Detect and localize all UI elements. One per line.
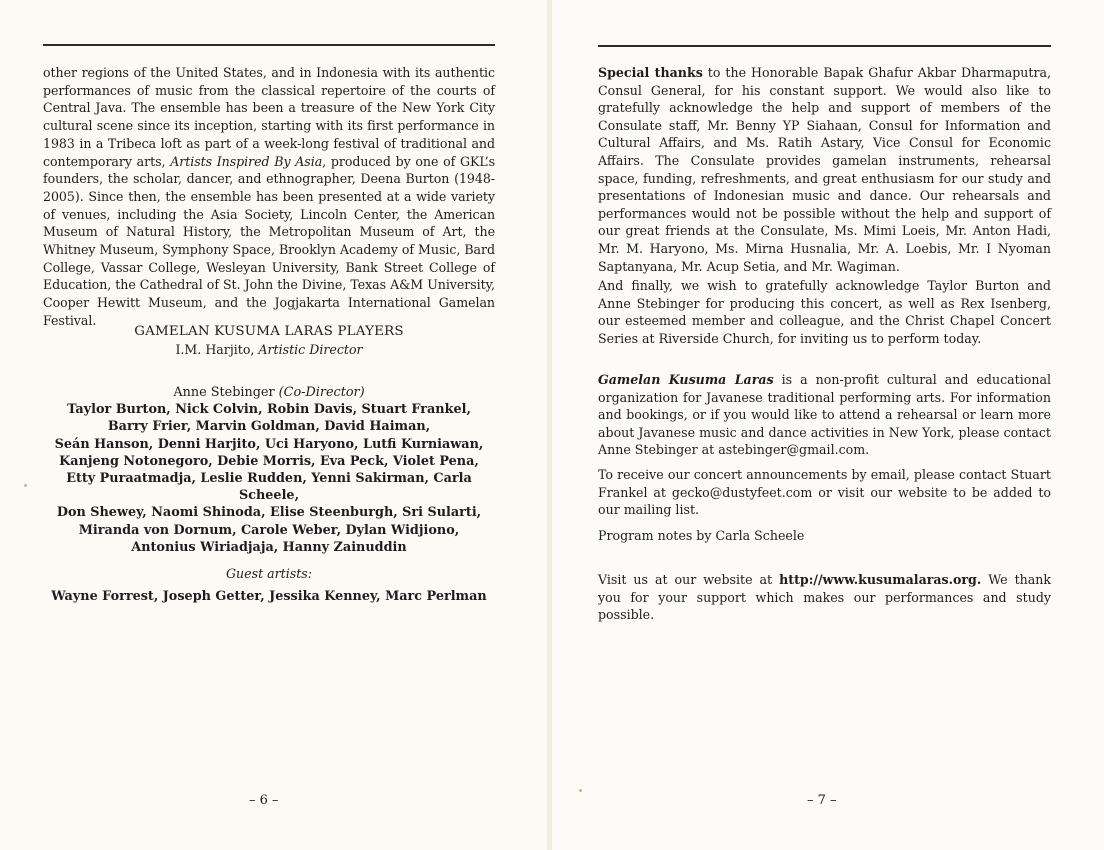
paper-speck: [579, 789, 582, 792]
artistic-director-line: [43, 342, 495, 357]
program-notes-credit: Program notes by Carla Scheele: [598, 528, 805, 543]
special-thanks-paragraph: [598, 64, 1051, 275]
roster-line: Etty Puraatmadja, Leslie Rudden, Yenni Sakirman, Carla Scheele,: [66, 471, 472, 504]
right-page: [552, 0, 1104, 850]
players-heading: GAMELAN KUSUMA LARAS PLAYERS: [134, 324, 404, 339]
players-roster: [43, 384, 495, 556]
top-rule: [43, 44, 495, 46]
roster-line: Kanjeng Notonegoro, Debie Morris, Eva Peck, Violet Pena,: [59, 453, 479, 469]
history-text-1: other regions of the United States, and in Indonesia with its authentic performances of music from the classical repertoire of the courts of Central Java. The ensemble has been a treasure of the New York City cultural scene since its inception, starting with its first performance in 1983 in a Tribeca loft as part of a week-long festival of traditional and contemporary arts,: [43, 65, 495, 169]
website-link[interactable]: http://www.kusumalaras.org.: [779, 572, 982, 587]
guest-artists-names: Wayne Forrest, Joseph Getter, Jessika Kenney, Marc Perlman: [51, 589, 487, 604]
acknowledgement-paragraph: And finally, we wish to gratefully acknowledge Taylor Burton and Anne Stebinger for producing this concert, as well as Rex Isenberg, our esteemed member and colleague, and the Christ Chapel Concert Series at Riverside Church, for inviting us to perform today.: [598, 278, 1051, 346]
festival-name: Artists Inspired By Asia: [170, 153, 323, 169]
left-page: [0, 0, 548, 850]
ensemble-history-paragraph: [43, 64, 495, 330]
codirector-name: Anne Stebinger: [173, 385, 279, 400]
director-role: Artistic Director: [258, 342, 363, 357]
top-rule: [598, 45, 1051, 47]
roster-line: Antonius Wiriadjaja, Hanny Zainuddin: [131, 539, 407, 555]
website-intro: Visit us at our website at: [598, 572, 780, 587]
organization-name: Gamelan Kusuma Laras: [598, 372, 774, 387]
page-number: – 7 –: [807, 793, 837, 808]
guest-artists-label: Guest artists:: [226, 566, 312, 581]
roster-line: Miranda von Dornum, Carole Weber, Dylan Widjiono,: [78, 522, 460, 538]
roster-line: Barry Frier, Marvin Goldman, David Haiman,: [107, 419, 431, 435]
history-text-2: , produced by one of GKL’s founders, the scholar, dancer, and ethnographer, Deena Burton (1948-2005). Since then, the ensemble has been presented at a wide variety of venues, including the Asia Society, Lincoln Center, the American Museum of Natural History, the Metropolitan Museum of Art, the Whitney Museum, Symphony Space, Brooklyn Academy of Music, Bard College, Vassar College, Wesleyan University, Bank Street College of Education, the Cathedral of St. John the Divine, Texas A&M University, Cooper Hewitt Museum, and the Jogjakarta International Gamelan Festival.: [43, 153, 496, 328]
roster-line: Seán Hanson, Denni Harjito, Uci Haryono, Lutfi Kurniawan,: [54, 436, 484, 452]
roster-line: Taylor Burton, Nick Colvin, Robin Davis, Stuart Frankel,: [67, 402, 471, 418]
organization-paragraph: [598, 371, 1051, 459]
website-paragraph: [598, 571, 1051, 624]
mailing-list-paragraph: To receive our concert announcements by email, please contact Stuart Frankel at gecko@dustyfeet.com or visit our website to be added to our mailing list.: [598, 467, 1051, 518]
paper-speck: [24, 484, 27, 487]
codirector-role: (Co-Director): [278, 385, 365, 400]
codirector-line: [43, 384, 495, 401]
page-number: – 6 –: [249, 793, 279, 808]
director-name: I.M. Harjito,: [175, 342, 259, 357]
special-thanks-lead: Special thanks: [598, 65, 703, 80]
organization-text: is a non-profit cultural and educational organization for Javanese traditional performing arts. For information and bookings, or if you would like to attend a rehearsal or learn more about Javanese music and dance activities in New York, please contact Anne Stebinger at astebinger@gmail.com.: [598, 372, 1051, 458]
special-thanks-text: to the Honorable Bapak Ghafur Akbar Dharmaputra, Consul General, for his constant support. We would also like to gratefully acknowledge the help and support of members of the Consulate staff, Mr. Benny YP Siahaan, Consul for Information and Cultural Affairs, and Ms. Ratih Astary, Vice Consul for Economic Affairs. The Consulate provides gamelan instruments, rehearsal space, funding, refreshments, and great enthusiasm for our study and presentations of Indonesian music and dance. Our rehearsals and performances would not be possible without the help and support of our great friends at the Consulate, Ms. Mimi Loeis, Mr. Anton Hadi, Mr. M. Haryono, Ms. Mirna Husnalia, Mr. A. Loebis, Mr. I Nyoman Saptanyana, Mr. Acup Setia, and Mr. Wagiman.: [598, 65, 1051, 274]
website-outro: We thank you for your support which makes our performances and study possible.: [598, 572, 1051, 623]
roster-line: Don Shewey, Naomi Shinoda, Elise Steenburgh, Sri Sularti,: [56, 505, 482, 521]
